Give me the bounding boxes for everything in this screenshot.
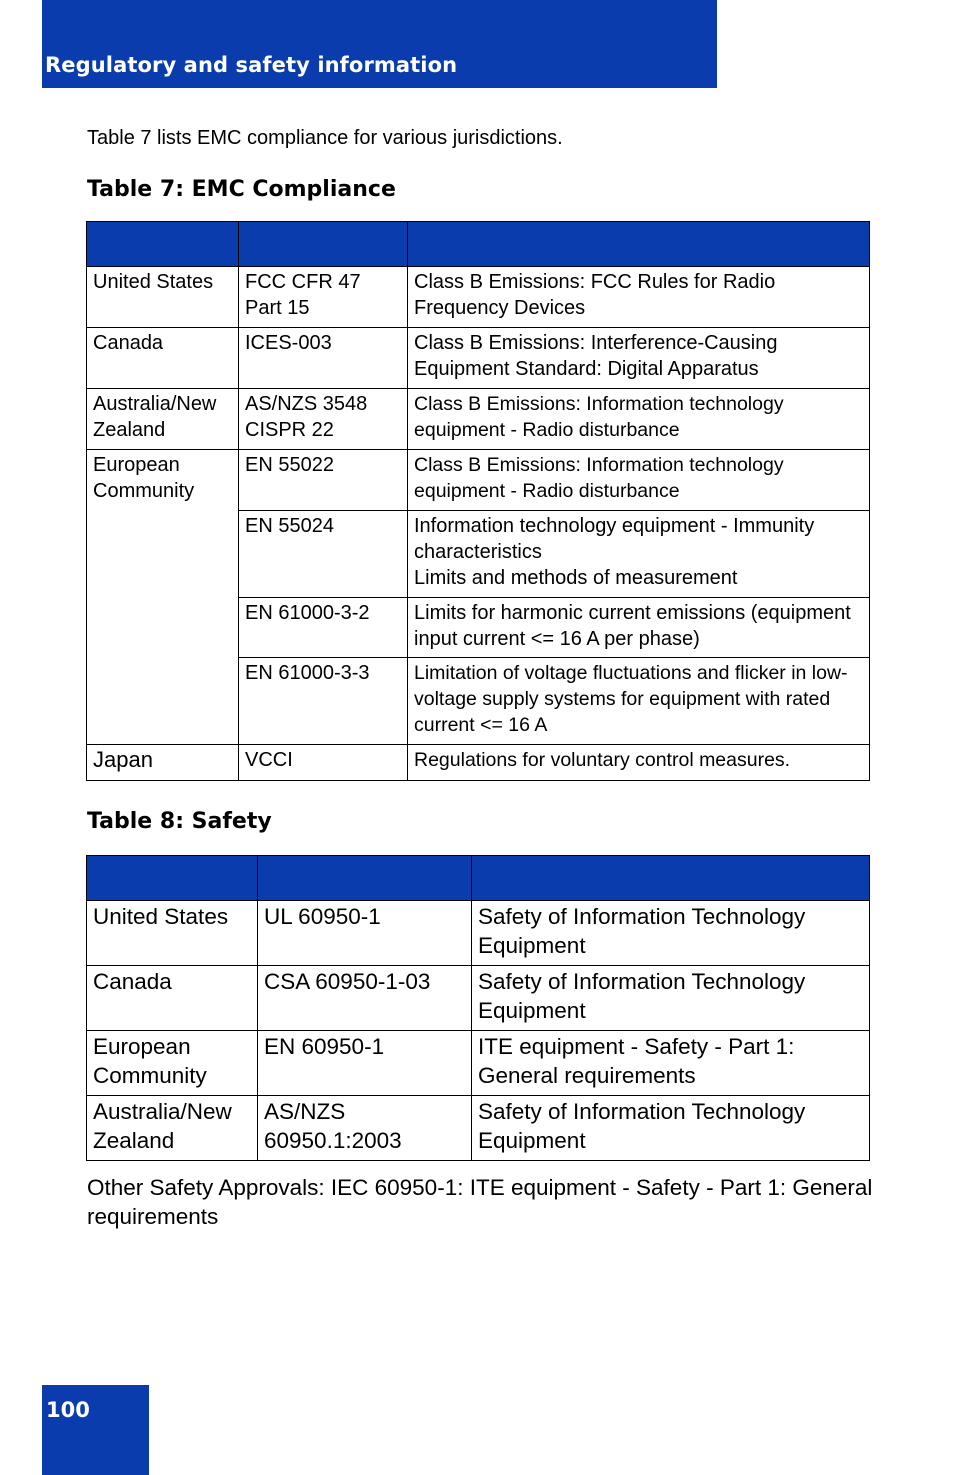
- description-cell: Safety of Information Technology Equipment: [472, 1096, 870, 1161]
- standard-cell: EN 60950-1: [258, 1031, 472, 1096]
- description-cell: Safety of Information Technology Equipment: [472, 966, 870, 1031]
- standard-cell: EN 61000-3-3: [239, 658, 408, 745]
- jurisdiction-cell: Australia/New Zealand: [87, 1096, 258, 1161]
- other-safety-approvals: Other Safety Approvals: IEC 60950-1: ITE equipment - Safety - Part 1: General requirements: [87, 1175, 873, 1229]
- table-row: [87, 328, 870, 389]
- standard-cell: AS/NZS 60950.1:2003: [258, 1096, 472, 1161]
- table-row: [87, 450, 870, 511]
- description-line: Information technology equipment - Immunity characteristics: [414, 515, 815, 563]
- table-row: [87, 1096, 870, 1161]
- standard-cell: FCC CFR 47 Part 15: [239, 267, 408, 328]
- description-cell: [408, 511, 870, 598]
- description-cell: Class B Emissions: Interference-Causing Equipment Standard: Digital Apparatus: [408, 328, 870, 389]
- table-row: [87, 267, 870, 328]
- description-cell: ITE equipment - Safety - Part 1: General requirements: [472, 1031, 870, 1096]
- description-cell: Safety of Information Technology Equipment: [472, 901, 870, 966]
- jurisdiction-cell: United States: [87, 901, 258, 966]
- table-row: [87, 745, 870, 781]
- jurisdiction-cell: Japan: [87, 745, 239, 781]
- jurisdiction-cell: United States: [87, 267, 239, 328]
- jurisdiction-cell: Canada: [87, 966, 258, 1031]
- table-row: [87, 901, 870, 966]
- emc-header-cell: [239, 222, 408, 267]
- description-cell: Class B Emissions: Information technology equipment - Radio disturbance: [408, 389, 870, 450]
- description-line: Limits and methods of measurement: [414, 567, 738, 589]
- safety-header-cell: [472, 856, 870, 901]
- jurisdiction-cell: Canada: [87, 328, 239, 389]
- safety-header-cell: [258, 856, 472, 901]
- safety-table-caption: Table 8: Safety: [87, 809, 272, 834]
- safety-table-header-row: [87, 856, 870, 901]
- emc-table-header-row: [87, 222, 870, 267]
- intro-text: Table 7 lists EMC compliance for various jurisdictions.: [87, 127, 563, 149]
- safety-table: [86, 855, 870, 1161]
- standard-cell: UL 60950-1: [258, 901, 472, 966]
- jurisdiction-cell: European Community: [87, 450, 239, 745]
- page-number: 100: [46, 1398, 90, 1422]
- standard-cell: AS/NZS 3548 CISPR 22: [239, 389, 408, 450]
- standard-cell: EN 55024: [239, 511, 408, 598]
- standard-cell: ICES-003: [239, 328, 408, 389]
- table-row: [87, 1031, 870, 1096]
- emc-table-caption: Table 7: EMC Compliance: [87, 177, 396, 202]
- emc-compliance-table: [86, 221, 870, 781]
- description-cell: Limits for harmonic current emissions (equipment input current <= 16 A per phase): [408, 598, 870, 658]
- jurisdiction-cell: Australia/New Zealand: [87, 389, 239, 450]
- jurisdiction-cell: European Community: [87, 1031, 258, 1096]
- table-row: [87, 389, 870, 450]
- standard-cell: VCCI: [239, 745, 408, 781]
- page-header-title: Regulatory and safety information: [45, 53, 458, 77]
- table-row: [87, 966, 870, 1031]
- description-cell: Class B Emissions: FCC Rules for Radio Frequency Devices: [408, 267, 870, 328]
- standard-cell: EN 61000-3-2: [239, 598, 408, 658]
- emc-header-cell: [87, 222, 239, 267]
- standard-cell: EN 55022: [239, 450, 408, 511]
- description-cell: Class B Emissions: Information technology equipment - Radio disturbance: [408, 450, 870, 511]
- description-cell: Limitation of voltage fluctuations and flicker in low-voltage supply systems for equipment with rated current <= 16 A: [408, 658, 870, 745]
- emc-header-cell: [408, 222, 870, 267]
- description-cell: Regulations for voluntary control measures.: [408, 745, 870, 781]
- standard-cell: CSA 60950-1-03: [258, 966, 472, 1031]
- safety-header-cell: [87, 856, 258, 901]
